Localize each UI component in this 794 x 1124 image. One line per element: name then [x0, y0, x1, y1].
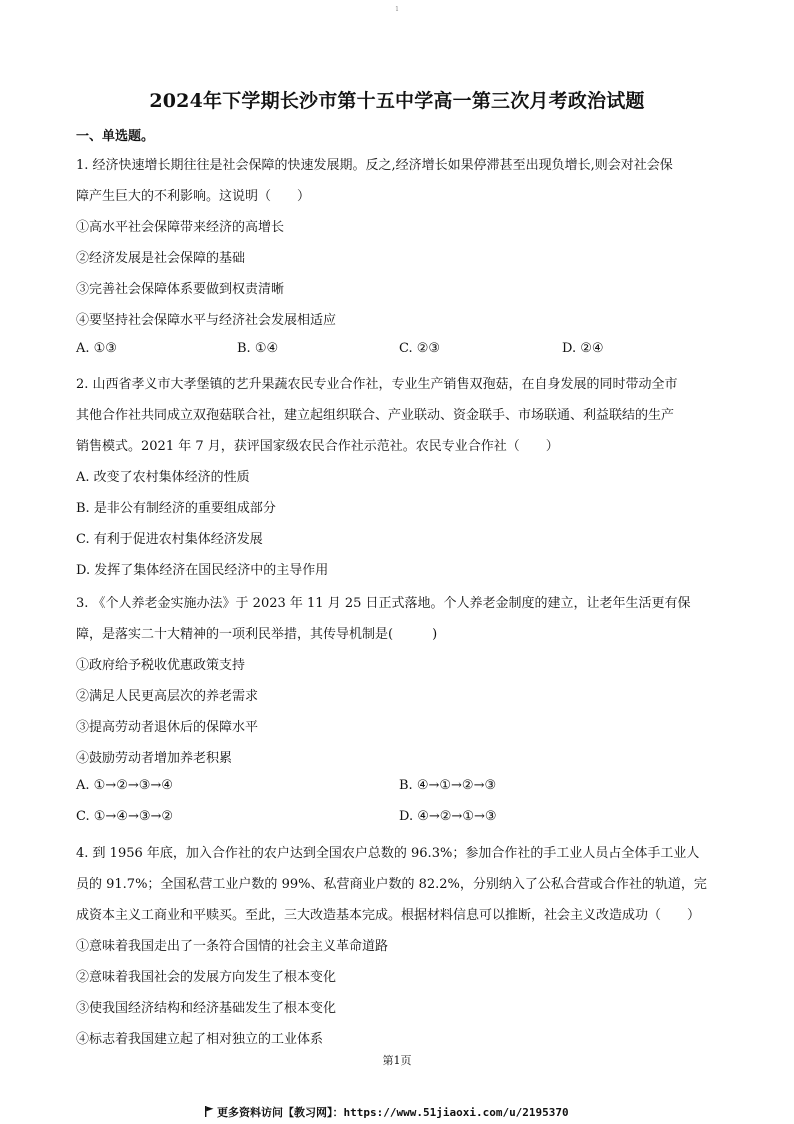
q1-stem-line-1: 1. 经济快速增长期往往是社会保障的快速发展期。反之,经济增长如果停滞甚至出现负增长,则会对社会保 [76, 158, 673, 173]
section-heading: 一、单选题。 [76, 129, 155, 144]
q2-option-b[interactable]: B. 是非公有制经济的重要组成部分 [76, 501, 276, 516]
q3-stem-line-2: 障，是落实二十大精神的一项利民举措，其传导机制是( ) [76, 627, 438, 642]
q4-stem-line-3: 成资本主义工商业和平赎买。至此，三大改造基本完成。根据材料信息可以推断，社会主义改造成功（ ） [76, 908, 701, 923]
q3-options-row-1 [76, 778, 736, 796]
q3-option-b[interactable]: B. ④→①→②→③ [399, 778, 497, 793]
q3-stem-line-1: 3. 《个人养老金实施办法》于 2023 年 11 月 25 日正式落地。个人养老金制度的建立，让老年生活更有保 [76, 596, 691, 611]
q1-options [76, 341, 736, 359]
q1-option-b[interactable]: B. ①④ [237, 341, 279, 356]
q4-statement-4: ④标志着我国建立起了相对独立的工业体系 [76, 1032, 324, 1047]
footer-text: 更多资料访问【教习网】：https://www.51jiaoxi.com/u/2195370 [217, 1106, 569, 1119]
q1-statement-3: ③完善社会保障体系要做到权责清晰 [76, 282, 285, 297]
q1-option-d[interactable]: D. ②④ [562, 341, 604, 356]
q2-option-d[interactable]: D. 发挥了集体经济在国民经济中的主导作用 [76, 563, 329, 578]
q3-option-d[interactable]: D. ④→②→①→③ [399, 809, 497, 824]
q4-statement-3: ③使我国经济结构和经济基础发生了根本变化 [76, 1001, 337, 1016]
q2-stem-line-3: 销售模式。2021 年 7 月，获评国家级农民合作社示范社。农民专业合作社（ ） [76, 439, 559, 454]
q2-option-a[interactable]: A. 改变了农村集体经济的性质 [76, 470, 250, 485]
q2-option-c[interactable]: C. 有利于促进农村集体经济发展 [76, 532, 263, 547]
q3-option-a[interactable]: A. ①→②→③→④ [76, 778, 173, 793]
q1-statement-2: ②经济发展是社会保障的基础 [76, 251, 246, 266]
footer-link[interactable] [205, 1104, 569, 1120]
q1-statement-4: ④要坚持社会保障水平与经济社会发展相适应 [76, 313, 337, 328]
q3-statement-3: ③提高劳动者退休后的保障水平 [76, 720, 259, 735]
top-mark: 1 [395, 6, 399, 13]
q3-options-row-2 [76, 809, 736, 827]
q4-statement-1: ①意味着我国走出了一条符合国情的社会主义革命道路 [76, 939, 389, 954]
q3-option-c[interactable]: C. ①→④→③→② [76, 809, 174, 824]
q2-stem-line-1: 2. 山西省孝义市大孝堡镇的艺升果蔬农民专业合作社，专业生产销售双孢菇，在自身发展的同时带动全市 [76, 377, 678, 392]
exam-title: 2024年下学期长沙市第十五中学高一第三次月考政治试题 [149, 90, 645, 112]
q2-stem-line-2: 其他合作社共同成立双孢菇联合社，建立起组织联合、产业联动、资金联手、市场联通、利益联结的生产 [76, 408, 675, 423]
q4-stem-line-1: 4. 到 1956 年底，加入合作社的农户达到全国农户总数的 96.3%；参加合作社的手工业人员占全体手工业人 [76, 846, 700, 861]
flag-icon [205, 1106, 214, 1120]
page-number: 第1页 [382, 1054, 412, 1067]
q3-statement-2: ②满足人民更高层次的养老需求 [76, 689, 259, 704]
q1-option-c[interactable]: C. ②③ [399, 341, 441, 356]
q3-statement-1: ①政府给予税收优惠政策支持 [76, 658, 246, 673]
q1-option-a[interactable]: A. ①③ [76, 341, 117, 356]
q1-statement-1: ①高水平社会保障带来经济的高增长 [76, 220, 285, 235]
q4-stem-line-2: 员的 91.7%；全国私营工业户数的 99%、私营商业户数的 82.2%，分别纳入了公私合营或合作社的轨道，完 [76, 877, 707, 892]
q4-statement-2: ②意味着我国社会的发展方向发生了根本变化 [76, 970, 337, 985]
q3-statement-4: ④鼓励劳动者增加养老积累 [76, 751, 233, 766]
q1-stem-line-2: 障产生巨大的不利影响。这说明（ ） [76, 189, 311, 204]
